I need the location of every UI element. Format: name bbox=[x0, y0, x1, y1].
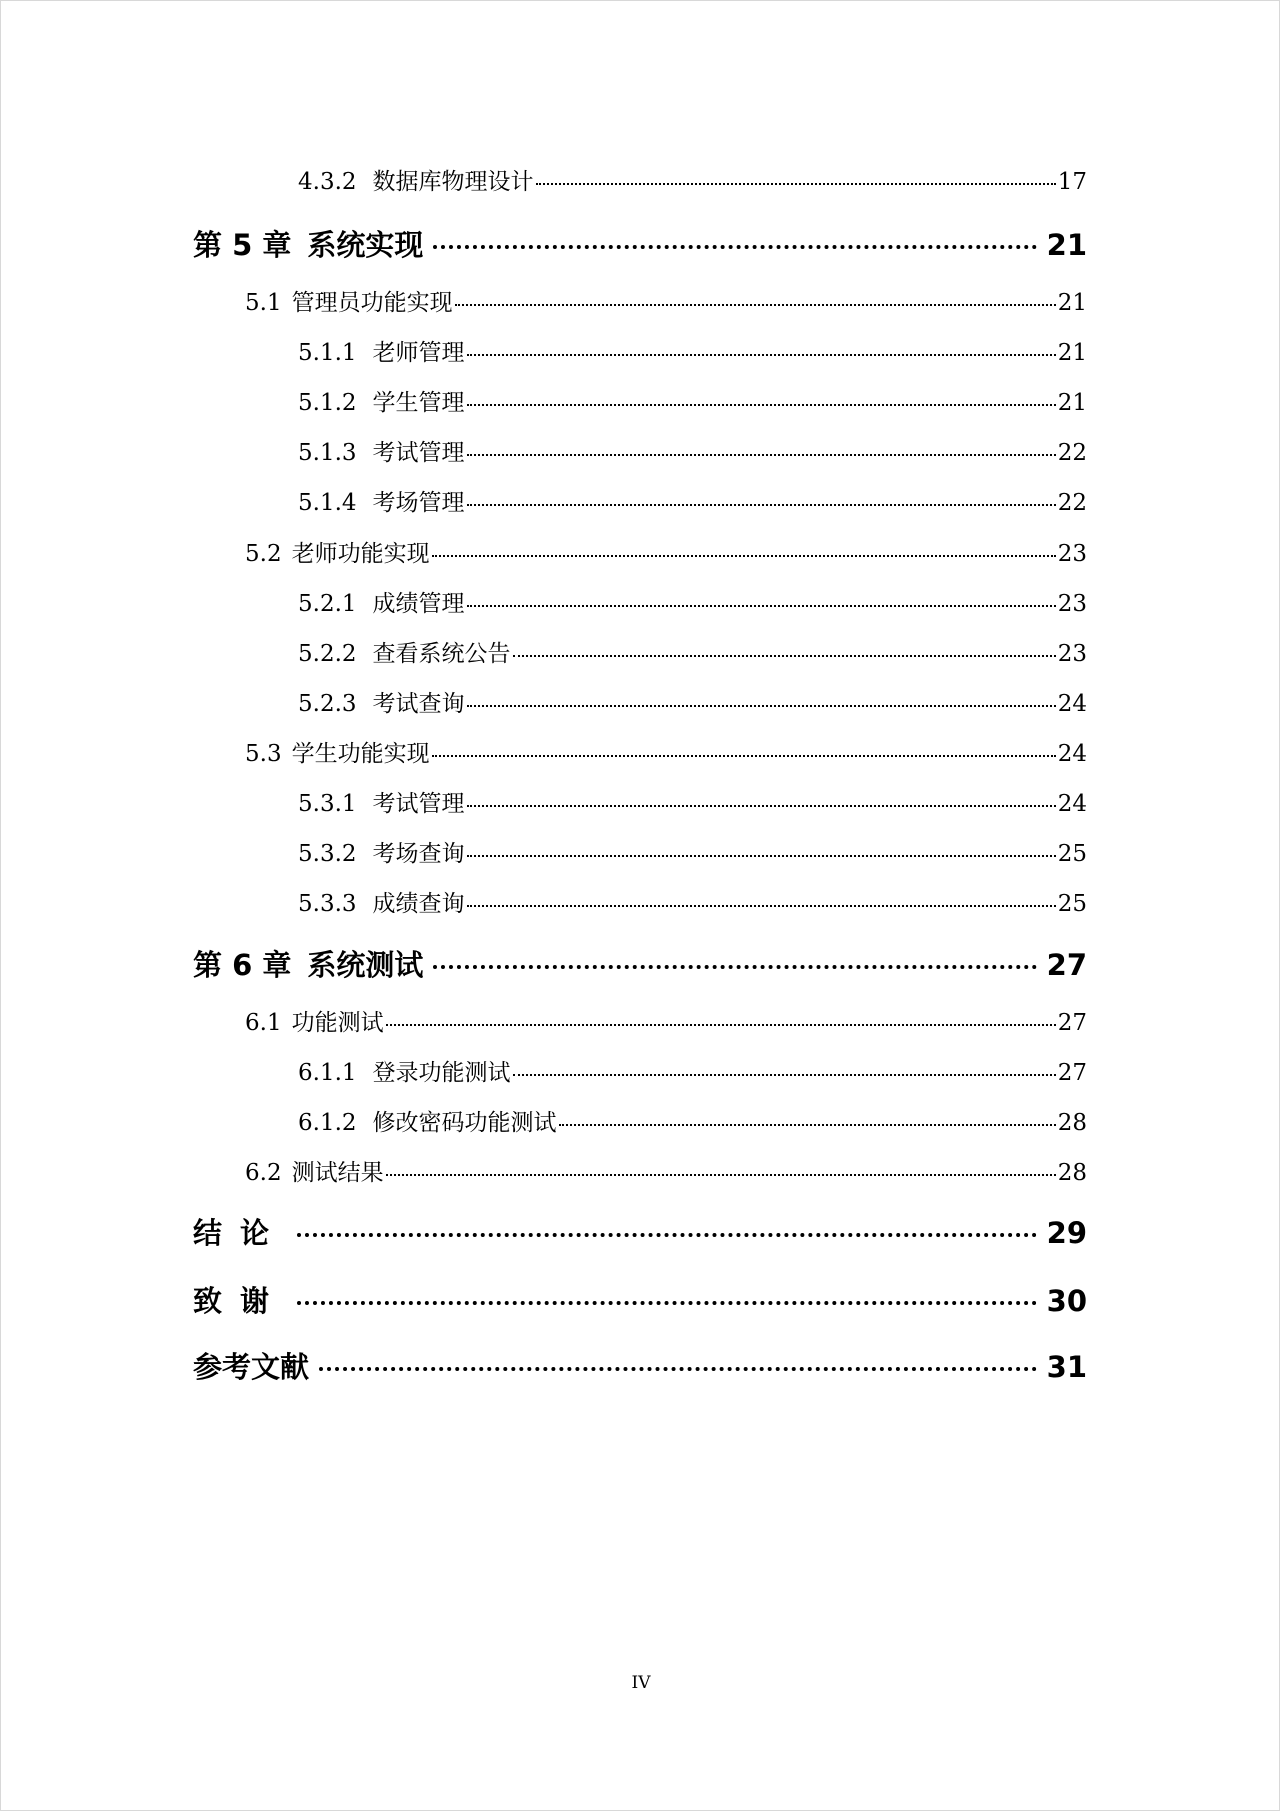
toc-entry-label bbox=[245, 735, 430, 768]
toc-entry-sub[interactable] bbox=[298, 384, 1087, 416]
toc-entry-label bbox=[193, 1279, 287, 1320]
dot-leader bbox=[513, 655, 1056, 657]
toc-entry-number: 5.1.1 bbox=[298, 340, 357, 366]
toc-entry-label bbox=[298, 685, 465, 718]
page-number: IV bbox=[631, 1673, 651, 1693]
toc-entry-sec[interactable] bbox=[245, 535, 1087, 567]
toc-entry-title: 数据库物理设计 bbox=[372, 169, 534, 195]
toc-entry-label bbox=[193, 1345, 309, 1386]
dot-leader bbox=[432, 755, 1056, 757]
toc-entry-number: 4.3.2 bbox=[298, 169, 357, 195]
toc-entry-title: 系统测试 bbox=[307, 948, 424, 982]
toc-entry-title: 参考文献 bbox=[193, 1350, 310, 1384]
toc-entry-title: 致谢 bbox=[193, 1284, 288, 1318]
toc-entry-page-number: 21 bbox=[1057, 290, 1087, 316]
toc-entry-sub[interactable] bbox=[298, 585, 1087, 617]
toc-entry-sub[interactable] bbox=[298, 635, 1087, 667]
toc-entry-number: 5.3 bbox=[245, 741, 282, 767]
dot-leader bbox=[467, 605, 1056, 607]
toc-entry-title: 管理员功能实现 bbox=[291, 290, 453, 316]
toc-entry-page-number: 30 bbox=[1046, 1284, 1087, 1318]
toc-entry-number: 6.1.2 bbox=[298, 1110, 357, 1136]
toc-entry-number: 6.1 bbox=[245, 1010, 282, 1036]
toc-entry-page-number: 23 bbox=[1057, 641, 1087, 667]
toc-entry-page-number: 23 bbox=[1057, 591, 1087, 617]
dot-leader bbox=[455, 304, 1056, 306]
dot-leader bbox=[433, 245, 1036, 249]
toc-entry-title: 成绩管理 bbox=[372, 591, 465, 617]
toc-entry-number: 5.2.1 bbox=[298, 591, 357, 617]
toc-entry-number: 5.1.2 bbox=[298, 390, 357, 416]
toc-entry-number: 5.3.1 bbox=[298, 791, 357, 817]
toc-entry-page-number: 22 bbox=[1057, 440, 1087, 466]
toc-entry-label bbox=[298, 835, 465, 868]
dot-leader bbox=[319, 1367, 1037, 1371]
dot-leader bbox=[467, 805, 1056, 807]
toc-entry-page-number: 21 bbox=[1057, 390, 1087, 416]
dot-leader bbox=[386, 1024, 1056, 1026]
dot-leader bbox=[432, 555, 1056, 557]
toc-entry-sub[interactable] bbox=[298, 685, 1087, 717]
toc-entry-label bbox=[245, 535, 430, 568]
dot-leader bbox=[467, 354, 1056, 356]
toc-entry-title: 老师功能实现 bbox=[291, 541, 430, 567]
toc-entry-number: 5.2 bbox=[245, 541, 282, 567]
toc-entry-page-number: 23 bbox=[1057, 541, 1087, 567]
toc-entry-page-number: 27 bbox=[1046, 948, 1087, 982]
toc-entry-sub[interactable] bbox=[298, 785, 1087, 817]
toc-entry-page-number: 29 bbox=[1046, 1216, 1087, 1250]
toc-entry-label bbox=[298, 1104, 557, 1137]
toc-entry-sub[interactable] bbox=[298, 484, 1087, 516]
toc-entry-chap[interactable] bbox=[193, 943, 1087, 983]
toc-entry-label bbox=[245, 284, 453, 317]
toc-entry-number: 6.1.1 bbox=[298, 1060, 357, 1086]
toc-entry-page-number: 25 bbox=[1057, 891, 1087, 917]
dot-leader bbox=[559, 1124, 1056, 1126]
toc-entry-sub[interactable] bbox=[298, 1054, 1087, 1086]
dot-leader bbox=[513, 1074, 1056, 1076]
toc-entry-number: 第 6 章 bbox=[193, 948, 292, 982]
toc-entry-title: 测试结果 bbox=[291, 1160, 384, 1186]
toc-entry-number: 第 5 章 bbox=[193, 228, 292, 262]
toc-entry-title: 考试查询 bbox=[372, 691, 465, 717]
toc-entry-page-number: 21 bbox=[1046, 228, 1087, 262]
toc-entry-page-number: 24 bbox=[1057, 741, 1087, 767]
toc-entry-label bbox=[298, 163, 534, 196]
toc-entry-title: 结论 bbox=[193, 1216, 288, 1250]
toc-entry-title: 老师管理 bbox=[372, 340, 465, 366]
toc-entry-chap[interactable] bbox=[193, 1279, 1087, 1319]
toc-entry-sec[interactable] bbox=[245, 1004, 1087, 1036]
toc-entry-chap[interactable] bbox=[193, 1211, 1087, 1251]
toc-entry-title: 修改密码功能测试 bbox=[372, 1110, 557, 1136]
toc-entry-title: 考场管理 bbox=[372, 490, 465, 516]
toc-entry-page-number: 27 bbox=[1057, 1010, 1087, 1036]
toc-entry-sub[interactable] bbox=[298, 334, 1087, 366]
toc-entry-label bbox=[193, 1211, 287, 1252]
toc-entry-label bbox=[298, 635, 511, 668]
toc-entry-title: 登录功能测试 bbox=[372, 1060, 511, 1086]
toc-entry-label bbox=[245, 1004, 384, 1037]
dot-leader bbox=[467, 855, 1056, 857]
dot-leader bbox=[467, 404, 1056, 406]
dot-leader bbox=[467, 454, 1056, 456]
toc-entry-page-number: 31 bbox=[1046, 1350, 1087, 1384]
toc-entry-page-number: 28 bbox=[1057, 1160, 1087, 1186]
toc-entry-title: 学生功能实现 bbox=[291, 741, 430, 767]
toc-entry-title: 功能测试 bbox=[291, 1010, 384, 1036]
toc-entry-page-number: 21 bbox=[1057, 340, 1087, 366]
toc-entry-sub[interactable] bbox=[298, 163, 1087, 195]
toc-entry-page-number: 17 bbox=[1057, 169, 1087, 195]
toc-entry-label bbox=[298, 434, 465, 467]
dot-leader bbox=[433, 965, 1036, 969]
dot-leader bbox=[536, 183, 1056, 185]
toc-entry-page-number: 24 bbox=[1057, 791, 1087, 817]
toc-entry-page-number: 28 bbox=[1057, 1110, 1087, 1136]
toc-entry-number: 5.1.3 bbox=[298, 440, 357, 466]
toc-entry-number: 5.3.3 bbox=[298, 891, 357, 917]
toc-entry-number: 6.2 bbox=[245, 1160, 282, 1186]
toc-entry-sec[interactable] bbox=[245, 735, 1087, 767]
toc-entry-page-number: 25 bbox=[1057, 841, 1087, 867]
toc-entry-number: 5.2.3 bbox=[298, 691, 357, 717]
toc-entry-page-number: 27 bbox=[1057, 1060, 1087, 1086]
toc-entry-label bbox=[298, 585, 465, 618]
toc-entry-title: 考场查询 bbox=[372, 841, 465, 867]
toc-entry-sub[interactable] bbox=[298, 434, 1087, 466]
toc-entry-label bbox=[298, 384, 465, 417]
toc-entry-page-number: 24 bbox=[1057, 691, 1087, 717]
toc-entry-label bbox=[193, 943, 423, 984]
toc-entry-label bbox=[245, 1154, 384, 1187]
toc-entry-chap[interactable] bbox=[193, 223, 1087, 263]
dot-leader bbox=[386, 1174, 1056, 1176]
toc-entry-title: 系统实现 bbox=[307, 228, 424, 262]
toc-entry-sec[interactable] bbox=[245, 284, 1087, 316]
toc-entry-page-number: 22 bbox=[1057, 490, 1087, 516]
toc-entry-label bbox=[193, 223, 423, 264]
toc-entry-sub[interactable] bbox=[298, 885, 1087, 917]
dot-leader bbox=[467, 705, 1056, 707]
toc-entry-sub[interactable] bbox=[298, 835, 1087, 867]
toc-entry-label bbox=[298, 785, 465, 818]
toc-entry-number: 5.2.2 bbox=[298, 641, 357, 667]
toc-entry-chap[interactable] bbox=[193, 1345, 1087, 1385]
toc-entry-number: 5.1 bbox=[245, 290, 282, 316]
toc-entry-title: 考试管理 bbox=[372, 440, 465, 466]
toc-entry-sub[interactable] bbox=[298, 1104, 1087, 1136]
toc-entry-sec[interactable] bbox=[245, 1154, 1087, 1186]
toc-entry-label bbox=[298, 885, 465, 918]
toc-entry-title: 考试管理 bbox=[372, 791, 465, 817]
dot-leader bbox=[467, 905, 1056, 907]
toc-entry-label bbox=[298, 334, 465, 367]
toc-entry-label bbox=[298, 484, 465, 517]
dot-leader bbox=[467, 504, 1056, 506]
toc-entry-title: 成绩查询 bbox=[372, 891, 465, 917]
toc-entry-title: 学生管理 bbox=[372, 390, 465, 416]
dot-leader bbox=[297, 1233, 1037, 1237]
dot-leader bbox=[297, 1301, 1037, 1305]
toc-entry-number: 5.1.4 bbox=[298, 490, 357, 516]
toc-entry-title: 查看系统公告 bbox=[372, 641, 511, 667]
toc-entry-label bbox=[298, 1054, 511, 1087]
toc-entry-number: 5.3.2 bbox=[298, 841, 357, 867]
